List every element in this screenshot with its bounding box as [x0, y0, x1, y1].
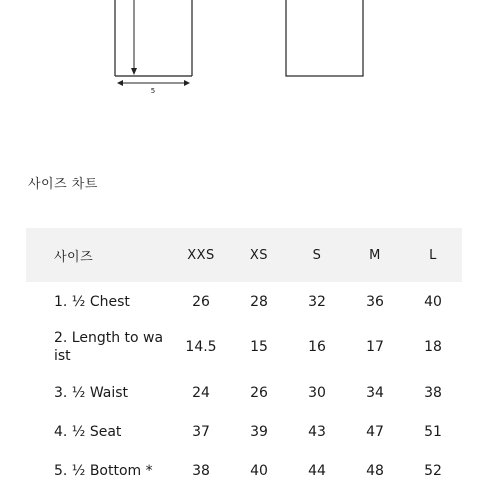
table-row: [26, 282, 462, 321]
table-row: [26, 451, 462, 490]
table-cell: 26: [192, 293, 210, 310]
table-cell: 40: [250, 462, 268, 479]
table-cell: 15: [250, 339, 268, 355]
table-cell: 30: [308, 384, 326, 401]
table-cell: 37: [192, 423, 210, 440]
row-label: 2. Length to wa ist: [54, 330, 164, 364]
row-label: 5. ½ Bottom *: [54, 462, 153, 479]
table-cell: 28: [250, 293, 268, 310]
table-cell: 18: [424, 339, 442, 355]
table-row: [26, 373, 462, 412]
header-size-label: 사이즈: [54, 249, 94, 265]
table-cell: 26: [250, 384, 268, 401]
table-header-row: [26, 228, 462, 282]
table-cell: 44: [308, 462, 326, 479]
left-leg-outline: [115, 0, 192, 76]
right-leg-outline: [286, 0, 363, 76]
table-cell: 17: [366, 339, 384, 355]
table-cell: 36: [366, 293, 384, 310]
table-cell: 24: [192, 384, 210, 401]
table-cell: 47: [366, 423, 384, 440]
garment-diagram: [0, 0, 490, 100]
table-cell: 32: [308, 293, 326, 310]
table-cell: 16: [308, 339, 326, 355]
row-label: 1. ½ Chest: [54, 293, 130, 310]
size-chart-table: [26, 228, 462, 490]
table-cell: 43: [308, 423, 326, 440]
header-size-m: M: [369, 247, 381, 263]
table-cell: 51: [424, 423, 442, 440]
header-size-s: S: [312, 247, 322, 263]
table-cell: 34: [366, 384, 384, 401]
row-label: 3. ½ Waist: [54, 384, 129, 401]
table-row: [26, 321, 462, 373]
table-cell: 38: [424, 384, 442, 401]
header-size-l: L: [429, 247, 437, 263]
width-measure-label: 5: [150, 87, 156, 95]
section-title: 사이즈 차트: [28, 177, 98, 192]
table-cell: 38: [192, 462, 210, 479]
table-cell: 48: [366, 462, 384, 479]
table-cell: 39: [250, 423, 268, 440]
header-size-xxs: XXS: [187, 247, 215, 263]
width-measure-arrow: [117, 80, 190, 86]
table-cell: 14.5: [185, 339, 217, 355]
table-cell: 52: [424, 462, 442, 479]
header-size-xs: XS: [249, 247, 269, 263]
row-label: 4. ½ Seat: [54, 423, 122, 440]
table-cell: 40: [424, 293, 442, 310]
table-row: [26, 412, 462, 451]
